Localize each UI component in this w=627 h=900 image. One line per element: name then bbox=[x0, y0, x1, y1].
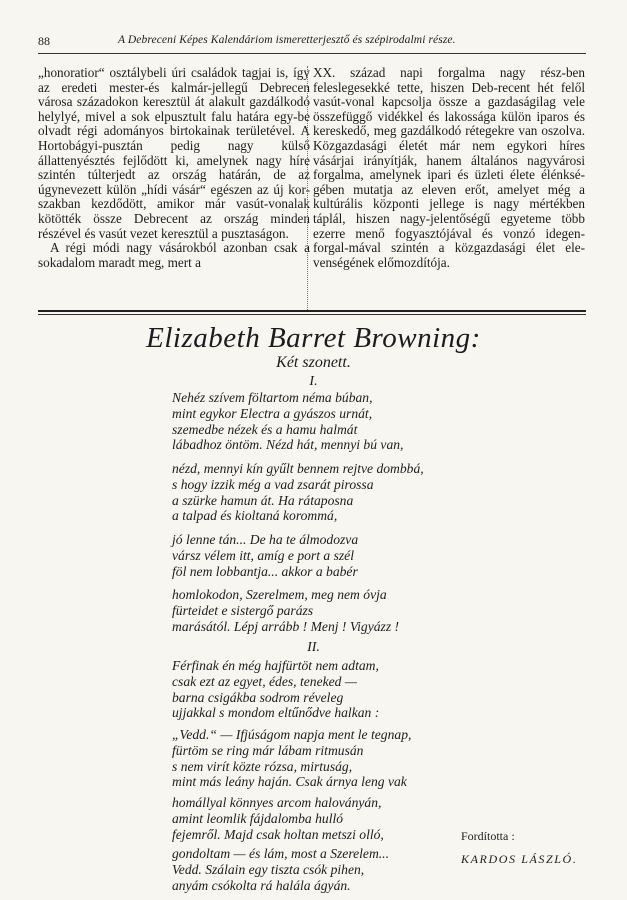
left-paragraph-2: A régi módi nagy vásárokból azonban csak a sokadalom maradt meg, mert a bbox=[38, 240, 310, 270]
right-column bbox=[313, 66, 585, 270]
section-rule-top bbox=[38, 310, 586, 312]
poem-line: homállyal könnyes arcom haloványán, bbox=[172, 795, 382, 810]
stanza bbox=[172, 532, 358, 579]
stanza bbox=[172, 846, 389, 893]
poem-line: Nehéz szívem föltartom néma búban, bbox=[172, 390, 373, 405]
poem-line: nézd, mennyi kín gyűlt bennem rejtve dombbá, bbox=[172, 461, 424, 476]
stanza bbox=[172, 461, 424, 524]
running-title: A Debreceni Képes Kalendáriom ismeretterjesztő és szépirodalmi része. bbox=[118, 34, 456, 46]
poem-line: gondoltam — és lám, most a Szerelem... bbox=[172, 846, 389, 861]
poem-line: fürtöm se ring már lábam ritmusán bbox=[172, 742, 364, 758]
poem-line: amint leomlik fájdalomba hulló bbox=[172, 810, 344, 826]
poem-line: föl nem lobbantja... akkor a babér bbox=[172, 563, 358, 579]
poem-line: Vedd. Szálain egy tiszta csók pihen, bbox=[172, 861, 365, 877]
poem-line: a talpad és kioltaná korommá, bbox=[172, 508, 338, 524]
page-number: 88 bbox=[38, 34, 50, 48]
stanza bbox=[172, 658, 379, 721]
poem-line: lábadhoz öntöm. Nézd hát, mennyi bú van, bbox=[172, 437, 404, 453]
poem-line: fejemről. Majd csak holtan metszi olló, bbox=[172, 826, 384, 842]
poem-line: szemedbe nézek és a hamu halmát bbox=[172, 421, 358, 437]
poem-line: marásától. Lépj arrább ! Menj ! Vigyázz ! bbox=[172, 618, 400, 634]
poem-line: mint egykor Electra a gyászos urnát, bbox=[172, 405, 373, 421]
poem-line: vársz vélem itt, amíg e port a szél bbox=[172, 547, 354, 563]
translator-credit bbox=[461, 829, 577, 867]
poem-line: csak ezt az egyet, édes, teneked — bbox=[172, 673, 357, 689]
poem-line: fürteidet e sistergő parázs bbox=[172, 602, 314, 618]
poem-title: Elizabeth Barret Browning: bbox=[146, 322, 481, 354]
poem-line: „Vedd.“ — Ifjúságom napja ment le tegnap, bbox=[172, 727, 412, 742]
right-paragraph-1: XX. század napi forgalma nagy rész-ben feleslegesekké tette, hiszen Deb-recent hét felől vasút-vonal kapcsolja össze a gazdaságilag vele összefüggő vidékkel és lakossága külön iparos és kereskedő, meg gazdálkodó rétegekre van oszolva. Közgazdasági életét már nem egykori híres vásárjai irányítják, hanem általános nagyvárosi forgalma, amelynek ipari és üzleti élete élénksé-gében mutatja az eleven erőt, amelyet még a kultúrális központi jellege is nagy mértékben táplál, hiszen nagy-jelentőségű egyeteme több ezerre menő fogyasztójával és vonzó idegen-forgal-mával szintén a közgazdasági élet ele-venségének előmozdítója. bbox=[313, 65, 585, 270]
section-rule-bottom bbox=[38, 314, 586, 315]
translator-name: KARDOS LÁSZLÓ. bbox=[461, 852, 578, 866]
sonnet-numeral: II. bbox=[307, 640, 320, 655]
poem-subtitle: Két szonett. bbox=[276, 354, 351, 371]
poem-line: mint más leány haján. Csak árnya leng vak bbox=[172, 774, 407, 790]
poem-line: s hogy izzik még a vad zsarát pirossa bbox=[172, 476, 374, 492]
poem-line: Férfinak én még hajfürtöt nem adtam, bbox=[172, 658, 379, 673]
page-header bbox=[38, 34, 586, 50]
poem-line: barna csigákba sodrom réveleg bbox=[172, 689, 344, 705]
translator-label: Fordította : bbox=[461, 829, 515, 843]
poem-line: jó lenne tán... De ha te álmodozva bbox=[172, 532, 359, 547]
poem-line: ujjakkal s mondom eltűnődve halkan : bbox=[172, 705, 380, 721]
stanza bbox=[172, 587, 399, 634]
left-column bbox=[38, 66, 310, 270]
header-rule bbox=[38, 53, 586, 54]
sonnet-numeral: I. bbox=[309, 374, 318, 389]
stanza bbox=[172, 727, 411, 790]
left-paragraph-1: „honoratior“ osztálybeli úri családok tagjai is, így az eredeti mester-és kalmár-jellegű Debrecen városa századokon keresztül át alakult gazdálkodó helylyé, mivel a sok elpusztult falu határa egy-be olvadt régi adományos birtokainak területével. A Hortobágyi-pusztán pedig nagy külső állattenyésztés fejlődött ki, amelynek nagy híre szintén túlterjedt az ország határán, de az úgynevezett külön „hídi vásár“ egészen az új kor-szakban kezdődött, amikor már vasút-vonalak kötötték össze Debrecent az ország minden részével és vasút vezet keresztül a pusztaságon. bbox=[38, 65, 310, 241]
stanza bbox=[172, 390, 403, 453]
poem-line: s nem virít közte rózsa, mirtuság, bbox=[172, 758, 353, 774]
column-separator bbox=[307, 66, 308, 310]
poem-line: homlokodon, Szerelmem, meg nem óvja bbox=[172, 587, 387, 602]
poem-line: a szürke hamun át. Ha rátaposna bbox=[172, 492, 354, 508]
poem-line: anyám csókolta rá halála ágyán. bbox=[172, 877, 351, 893]
stanza bbox=[172, 795, 384, 842]
